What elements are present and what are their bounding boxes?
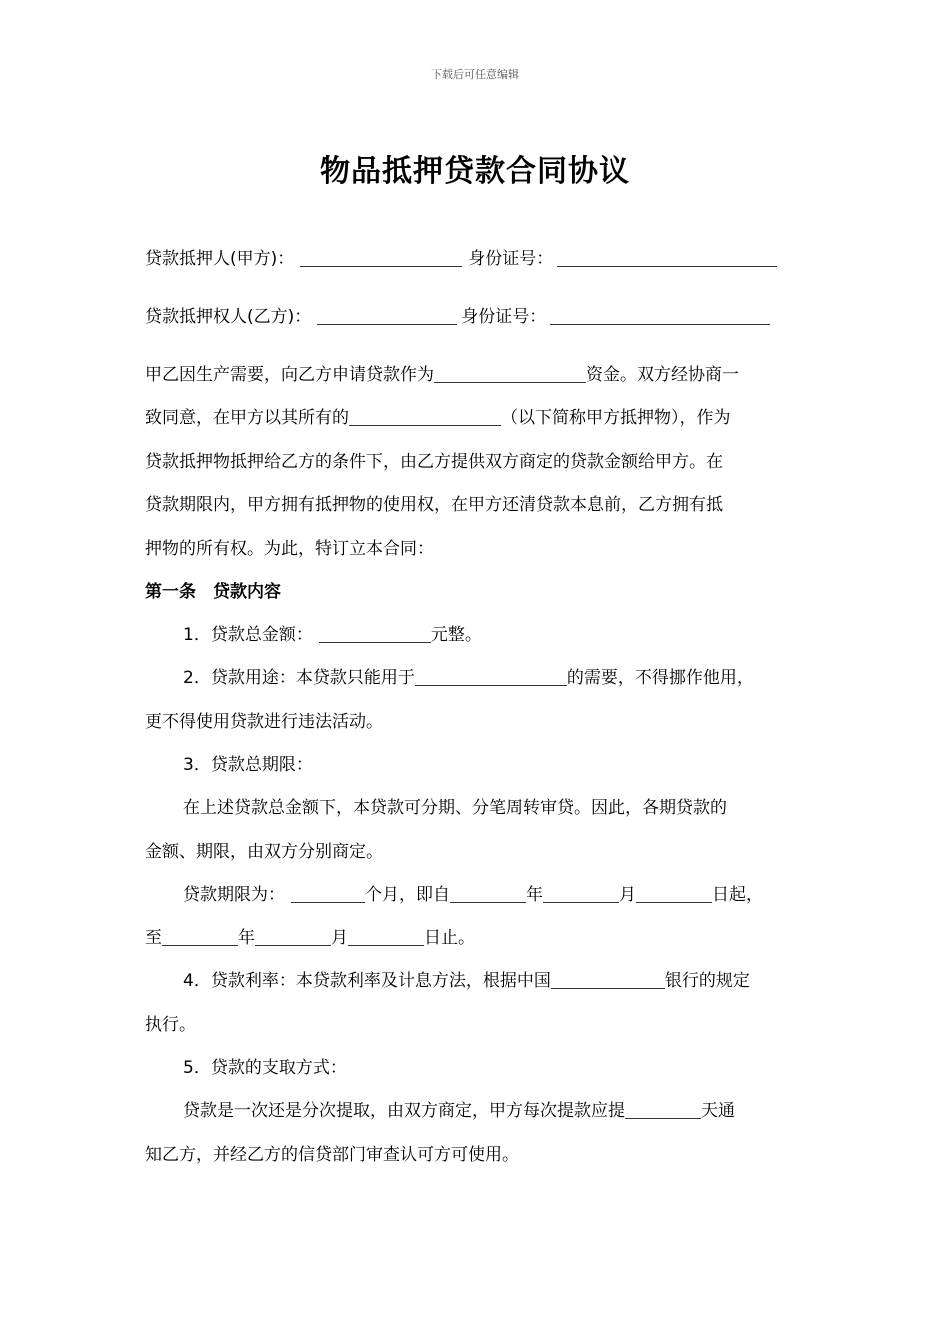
item-text: 4．贷款利率：本贷款利率及计息方法，根据中国 <box>183 971 551 991</box>
period-text: 日止。 <box>424 928 475 948</box>
purpose-blank[interactable] <box>434 364 586 383</box>
period-line-1 <box>183 883 763 907</box>
item-text: 1．贷款总金额： <box>183 625 313 645</box>
intro-text: 致同意，在甲方以其所有的 <box>145 408 349 428</box>
party-b-id-label: 身份证号： <box>461 307 547 327</box>
start-year-blank[interactable] <box>450 884 526 903</box>
party-b-id-blank[interactable] <box>550 306 770 325</box>
end-month-blank[interactable] <box>255 927 331 946</box>
item-5-cont: 知乙方，并经乙方的信贷部门审查认可方可使用。 <box>145 1145 519 1165</box>
party-a-id-blank[interactable] <box>557 248 777 267</box>
period-text: 年 <box>238 928 255 948</box>
period-text: 个月，即自 <box>365 885 450 905</box>
month-count-blank[interactable] <box>291 884 365 903</box>
end-year-blank[interactable] <box>162 927 238 946</box>
period-text: 年 <box>526 885 543 905</box>
intro-line-1 <box>145 363 739 387</box>
start-month-blank[interactable] <box>543 884 619 903</box>
period-text: 贷款期限为： <box>183 885 285 905</box>
header-note: 下载后可任意编辑 <box>431 68 519 81</box>
item-text: 贷款是一次还是分次提取，由双方商定，甲方每次提款应提 <box>183 1101 625 1121</box>
item-text: 天通 <box>701 1101 735 1121</box>
item-text: 元整。 <box>430 625 482 645</box>
party-a-label: 贷款抵押人(甲方)： <box>145 249 295 269</box>
intro-text: （以下简称甲方抵押物），作为 <box>501 408 731 428</box>
intro-line-2 <box>145 406 731 430</box>
item-2 <box>183 666 754 690</box>
period-line-2 <box>145 926 475 950</box>
end-day-blank[interactable] <box>348 927 424 946</box>
item-3-text: 在上述贷款总金额下，本贷款可分期、分笔周转审贷。因此，各期贷款的 <box>183 798 727 818</box>
party-b-label: 贷款抵押权人(乙方)： <box>145 307 312 327</box>
notice-days-blank[interactable] <box>625 1100 701 1119</box>
item-text: 银行的规定 <box>664 971 750 991</box>
collateral-blank[interactable] <box>349 407 501 426</box>
start-day-blank[interactable] <box>636 884 712 903</box>
party-b-line <box>145 305 770 329</box>
total-amount-blank[interactable] <box>319 624 431 643</box>
item-3: 3．贷款总期限： <box>183 755 313 775</box>
item-text: 2．贷款用途：本贷款只能用于 <box>183 668 415 688</box>
intro-line-5: 押物的所有权。为此，特订立本合同： <box>145 539 434 559</box>
intro-text: 甲乙因生产需要，向乙方申请贷款作为 <box>145 365 434 385</box>
item-2-cont: 更不得使用贷款进行违法活动。 <box>145 712 383 732</box>
party-a-line <box>145 247 777 271</box>
period-text: 日起， <box>712 885 763 905</box>
document-title: 物品抵押贷款合同协议 <box>320 154 630 189</box>
item-4-cont: 执行。 <box>145 1015 196 1035</box>
item-5-text <box>183 1099 735 1123</box>
party-b-name-blank[interactable] <box>317 306 457 325</box>
intro-line-3: 贷款抵押物抵押给乙方的条件下，由乙方提供双方商定的贷款金额给甲方。在 <box>145 452 723 472</box>
usage-blank[interactable] <box>415 667 567 686</box>
party-a-id-label: 身份证号： <box>468 249 554 269</box>
bank-name-blank[interactable] <box>551 970 665 989</box>
item-3-cont: 金额、期限，由双方分别商定。 <box>145 842 383 862</box>
period-text: 月 <box>331 928 348 948</box>
item-4 <box>183 969 750 993</box>
party-a-name-blank[interactable] <box>300 248 462 267</box>
item-text: 的需要，不得挪作他用， <box>566 668 754 688</box>
item-1 <box>183 623 482 647</box>
intro-text: 资金。双方经协商一 <box>586 365 739 385</box>
article-1-heading: 第一条 贷款内容 <box>145 582 281 602</box>
period-text: 至 <box>145 928 162 948</box>
period-text: 月 <box>619 885 636 905</box>
item-5: 5．贷款的支取方式： <box>183 1058 347 1078</box>
intro-line-4: 贷款期限内，甲方拥有抵押物的使用权，在甲方还清贷款本息前，乙方拥有抵 <box>145 495 723 515</box>
